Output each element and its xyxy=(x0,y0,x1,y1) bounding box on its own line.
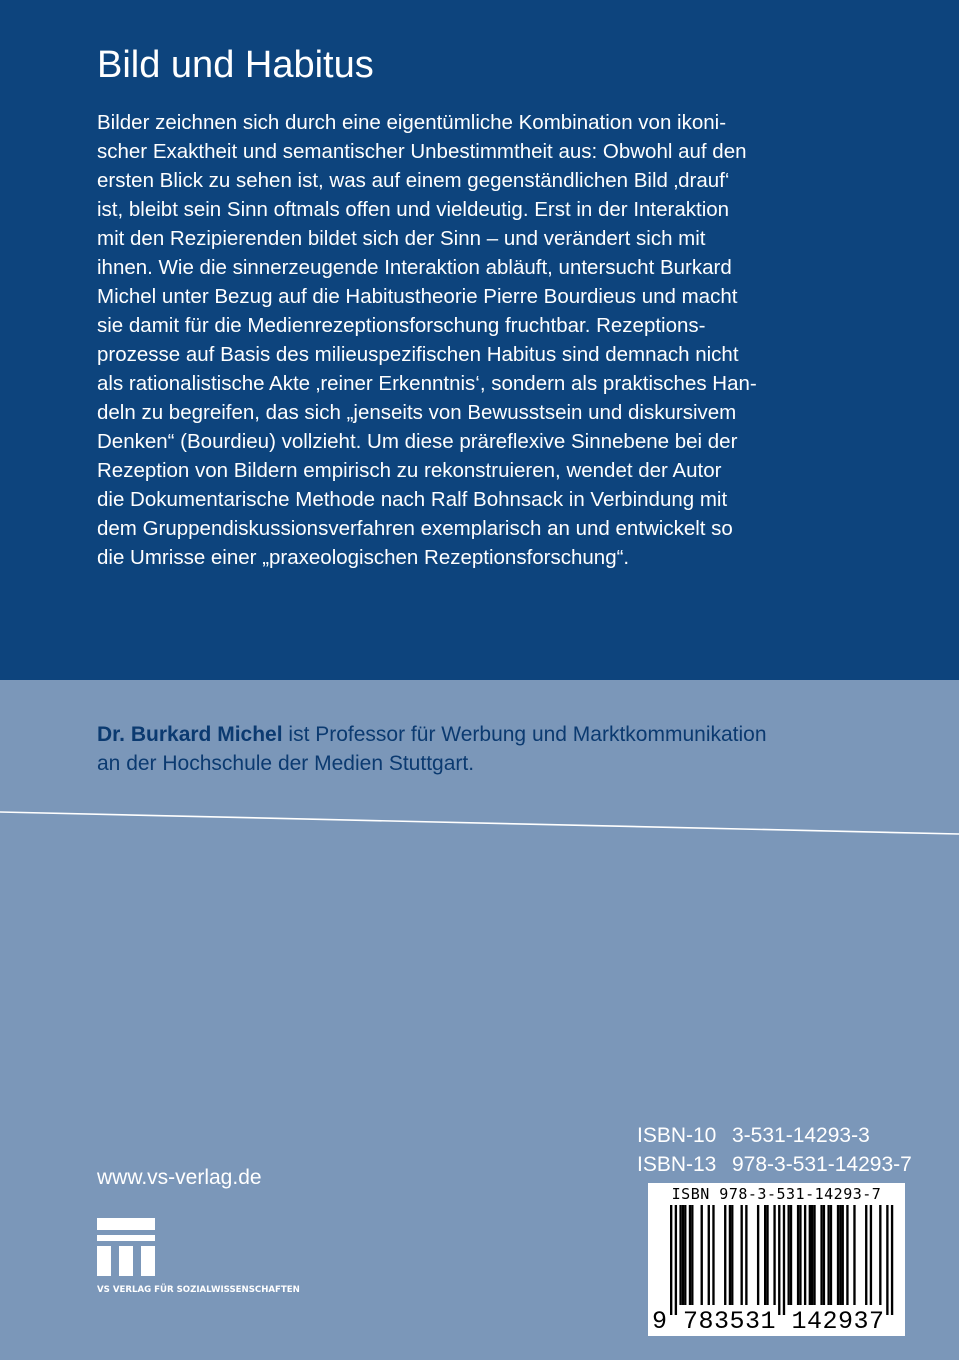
barcode-bar xyxy=(783,1205,785,1315)
description-line: prozesse auf Basis des milieuspezifischen Habitus sind demnach nicht xyxy=(97,343,739,366)
barcode-bar xyxy=(891,1205,893,1315)
barcode-bar xyxy=(879,1205,881,1305)
barcode-bar xyxy=(813,1205,815,1305)
description-line: die Umrisse einer „praxeologischen Rezeptionsforschung“. xyxy=(97,546,630,569)
description-line: als rationalistische Akte ‚reiner Erkenntnis‘, sondern als praktisches Han- xyxy=(97,372,757,395)
barcode-bar xyxy=(766,1205,768,1305)
barcode-bar xyxy=(778,1205,780,1315)
description-line: deln zu begreifen, das sich „jenseits von Bewusstsein und diskursivem xyxy=(97,401,737,424)
book-title: Bild und Habitus xyxy=(97,44,374,86)
barcode-digits: 9 783531 142937 xyxy=(652,1307,885,1336)
description-line: Rezeption von Bildern empirisch zu rekonstruieren, wendet der Autor xyxy=(97,459,722,482)
isbn10-row xyxy=(637,1121,912,1150)
barcode-bar xyxy=(842,1205,844,1305)
barcode-bar xyxy=(823,1205,825,1305)
barcode xyxy=(648,1183,905,1336)
barcode-bar xyxy=(691,1205,693,1305)
barcode-bar xyxy=(839,1205,841,1305)
author-bio-line-1 xyxy=(97,720,877,749)
description-line: Bilder zeichnen sich durch eine eigentümliche Kombination von ikoni- xyxy=(97,111,727,134)
description-line: ist, bleibt sein Sinn oftmals offen und vieldeutig. Erst in der Interaktion xyxy=(97,198,730,221)
description-line: dem Gruppendiskussionsverfahren exemplarisch an und entwickelt so xyxy=(97,517,733,540)
publisher-logo-mark-icon xyxy=(97,1218,155,1276)
publisher-logo xyxy=(97,1218,337,1298)
author-bio xyxy=(97,720,877,778)
publisher-url[interactable]: www.vs-verlag.de xyxy=(97,1166,262,1189)
barcode-bar xyxy=(701,1205,703,1305)
barcode-bar xyxy=(724,1205,726,1305)
barcode-bar xyxy=(741,1205,743,1305)
barcode-bar xyxy=(804,1205,806,1305)
barcode-bar xyxy=(820,1205,822,1305)
barcode-bar xyxy=(799,1205,801,1305)
isbn10-value: 3-531-14293-3 xyxy=(732,1124,870,1147)
isbn13-row xyxy=(637,1150,912,1179)
author-bio-text: ist Professor für Werbung und Marktkommunikation xyxy=(282,723,767,746)
barcode-bar xyxy=(827,1205,829,1305)
description-line: Michel unter Bezug auf die Habitustheorie Pierre Bourdieus und macht xyxy=(97,285,738,308)
isbn-block xyxy=(637,1121,912,1179)
description-line: ihnen. Wie die sinnerzeugende Interaktion abläuft, untersucht Burkard xyxy=(97,256,732,279)
barcode-bar xyxy=(788,1205,790,1305)
barcode-bar xyxy=(809,1205,811,1305)
barcode-bar xyxy=(811,1205,813,1305)
barcode-bar xyxy=(729,1205,731,1305)
author-name: Dr. Burkard Michel xyxy=(97,723,283,746)
barcode-bar xyxy=(708,1205,710,1305)
publisher-logo-text: VS VERLAG FÜR SOZIALWISSENSCHAFTEN xyxy=(97,1285,300,1295)
description-line: sie damit für die Medienrezeptionsforschung fruchtbar. Rezeptions- xyxy=(97,314,706,337)
book-description xyxy=(97,108,857,572)
barcode-bar xyxy=(846,1205,848,1305)
isbn10-label: ISBN-10 xyxy=(637,1124,717,1147)
barcode-isbn-header: ISBN 978-3-531-14293-7 xyxy=(671,1185,882,1203)
barcode-bar xyxy=(684,1205,686,1305)
description-line: Denken“ (Bourdieu) vollzieht. Um diese präreflexive Sinnebene bei der xyxy=(97,430,738,453)
barcode-bar xyxy=(731,1205,733,1305)
barcode-bar xyxy=(745,1205,747,1305)
barcode-bar xyxy=(679,1205,681,1305)
barcode-bar xyxy=(757,1205,759,1305)
barcode-bar xyxy=(670,1205,672,1315)
description-line: ersten Blick zu sehen ist, was auf einem gegenständlichen Bild ‚drauf‘ xyxy=(97,169,730,192)
barcode-bar xyxy=(675,1205,677,1315)
isbn13-label: ISBN-13 xyxy=(637,1153,717,1176)
barcode-bar xyxy=(830,1205,832,1305)
barcode-bar xyxy=(797,1205,799,1305)
isbn13-value: 978-3-531-14293-7 xyxy=(732,1153,912,1176)
barcode-bar xyxy=(764,1205,766,1305)
barcode-bar xyxy=(689,1205,691,1305)
barcode-bar xyxy=(682,1205,684,1305)
author-bio-line-2: an der Hochschule der Medien Stuttgart. xyxy=(97,752,475,775)
barcode-bar xyxy=(870,1205,872,1305)
description-line: mit den Rezipierenden bildet sich der Sinn – und verändert sich mit xyxy=(97,227,706,250)
barcode-bar xyxy=(886,1205,888,1315)
barcode-bar xyxy=(853,1205,855,1305)
diagonal-divider-line xyxy=(0,800,959,840)
barcode-bar xyxy=(790,1205,792,1305)
description-line: scher Exaktheit und semantischer Unbestimmtheit aus: Obwohl auf den xyxy=(97,140,747,163)
description-line: die Dokumentarische Methode nach Ralf Bohnsack in Verbindung mit xyxy=(97,488,728,511)
barcode-bar xyxy=(837,1205,839,1305)
barcode-bar xyxy=(773,1205,775,1305)
barcode-bar xyxy=(712,1205,714,1305)
barcode-bar xyxy=(865,1205,867,1305)
